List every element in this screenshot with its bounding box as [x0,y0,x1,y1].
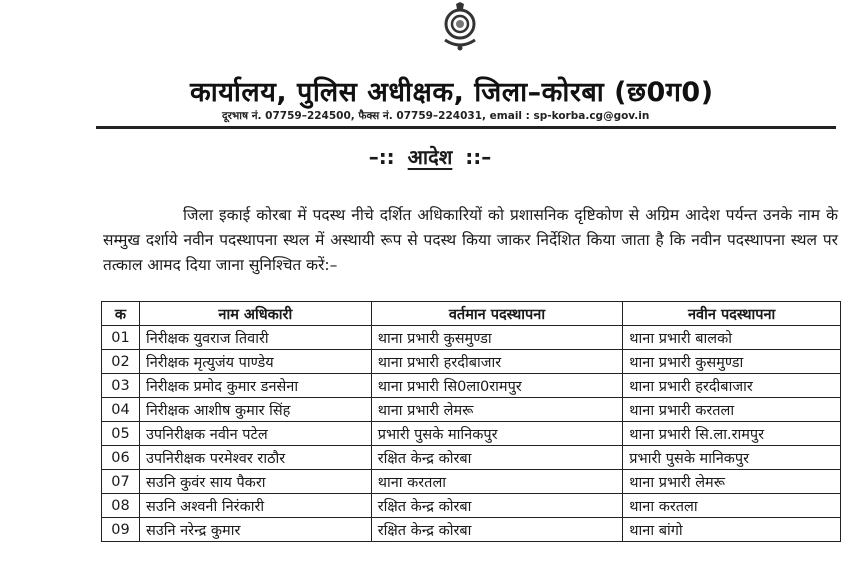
header-divider [96,126,836,129]
serial-cell: 06 [102,446,140,470]
officer-name-cell: सउनि कुवंर साय पैकरा [139,470,371,494]
table-row [102,518,841,542]
office-title: कार्यालय, पुलिस अधीक्षक, जिला–कोरबा (छ0ग0) [190,77,714,108]
current-posting-cell: थाना प्रभारी कुसमुण्डा [371,326,623,350]
table-row [102,422,841,446]
serial-cell: 05 [102,422,140,446]
order-heading [300,143,560,170]
current-posting-cell: प्रभारी पुसके मानिकपुर [371,422,623,446]
table-row [102,374,841,398]
serial-cell: 01 [102,326,140,350]
officer-name-cell: निरीक्षक युवराज तिवारी [139,326,371,350]
officer-name-cell: सउनि नरेन्द्र कुमार [139,518,371,542]
current-posting-cell: रक्षित केन्द्र कोरबा [371,518,623,542]
table-header-row [102,302,841,326]
table-row [102,350,841,374]
current-posting-cell: थाना करतला [371,470,623,494]
new-posting-cell: प्रभारी पुसके मानिकपुर [623,446,841,470]
serial-cell: 07 [102,470,140,494]
header-officer-name: नाम अधिकारी [139,302,371,326]
order-paragraph [103,203,838,278]
table-row [102,494,841,518]
transfer-table [101,301,841,542]
officer-name-cell: उपनिरीक्षक परमेश्वर राठौर [139,446,371,470]
serial-cell: 04 [102,398,140,422]
new-posting-cell: थाना प्रभारी सि.ला.रामपुर [623,422,841,446]
serial-cell: 02 [102,350,140,374]
table-row [102,446,841,470]
header-serial: क [102,302,140,326]
current-posting-cell: थाना प्रभारी लेमरू [371,398,623,422]
current-posting-cell: थाना प्रभारी सि0ला0रामपुर [371,374,623,398]
table-row [102,398,841,422]
contact-line: दूरभाष नं. 07759–224500, फैक्स नं. 07759–224031, email : sp-korba.cg@gov.in [222,110,650,122]
order-paragraph-text: जिला इकाई कोरबा में पदस्थ नीचे दर्शित अधिकारियों को प्रशासनिक दृष्टिकोण से अग्रिम आदेश पर्यन्त उनके नाम के सम्मुख दर्शाये नवीन पदस्थापना स्थल में अस्थायी रूप से पदस्थ किया जाकर निर्देशित किया जाता है कि नवीन पदस्थापना स्थल पर तत्काल आमद दिया जाना सुनिश्चित करें:– [103,206,838,274]
officer-name-cell: निरीक्षक मृत्युजंय पाण्डेय [139,350,371,374]
new-posting-cell: थाना प्रभारी हरदीबाजार [623,374,841,398]
new-posting-cell: थाना प्रभारी करतला [623,398,841,422]
serial-cell: 03 [102,374,140,398]
header-new-posting: नवीन पदस्थापना [623,302,841,326]
new-posting-cell: थाना प्रभारी लेमरू [623,470,841,494]
new-posting-cell: थाना बांगो [623,518,841,542]
officer-name-cell: निरीक्षक प्रमोद कुमार डनसेना [139,374,371,398]
heading-suffix: ::– [465,145,492,169]
heading-prefix: –:: [368,145,395,169]
current-posting-cell: रक्षित केन्द्र कोरबा [371,494,623,518]
new-posting-cell: थाना प्रभारी कुसमुण्डा [623,350,841,374]
table-row [102,470,841,494]
serial-cell: 08 [102,494,140,518]
police-emblem-icon [440,2,480,54]
serial-cell: 09 [102,518,140,542]
table-row [102,326,841,350]
heading-word: आदेश [407,145,453,169]
current-posting-cell: थाना प्रभारी हरदीबाजार [371,350,623,374]
current-posting-cell: रक्षित केन्द्र कोरबा [371,446,623,470]
new-posting-cell: थाना करतला [623,494,841,518]
header-current-posting: वर्तमान पदस्थापना [371,302,623,326]
officer-name-cell: उपनिरीक्षक नवीन पटेल [139,422,371,446]
new-posting-cell: थाना प्रभारी बालको [623,326,841,350]
officer-name-cell: निरीक्षक आशीष कुमार सिंह [139,398,371,422]
officer-name-cell: सउनि अश्वनी निरंकारी [139,494,371,518]
